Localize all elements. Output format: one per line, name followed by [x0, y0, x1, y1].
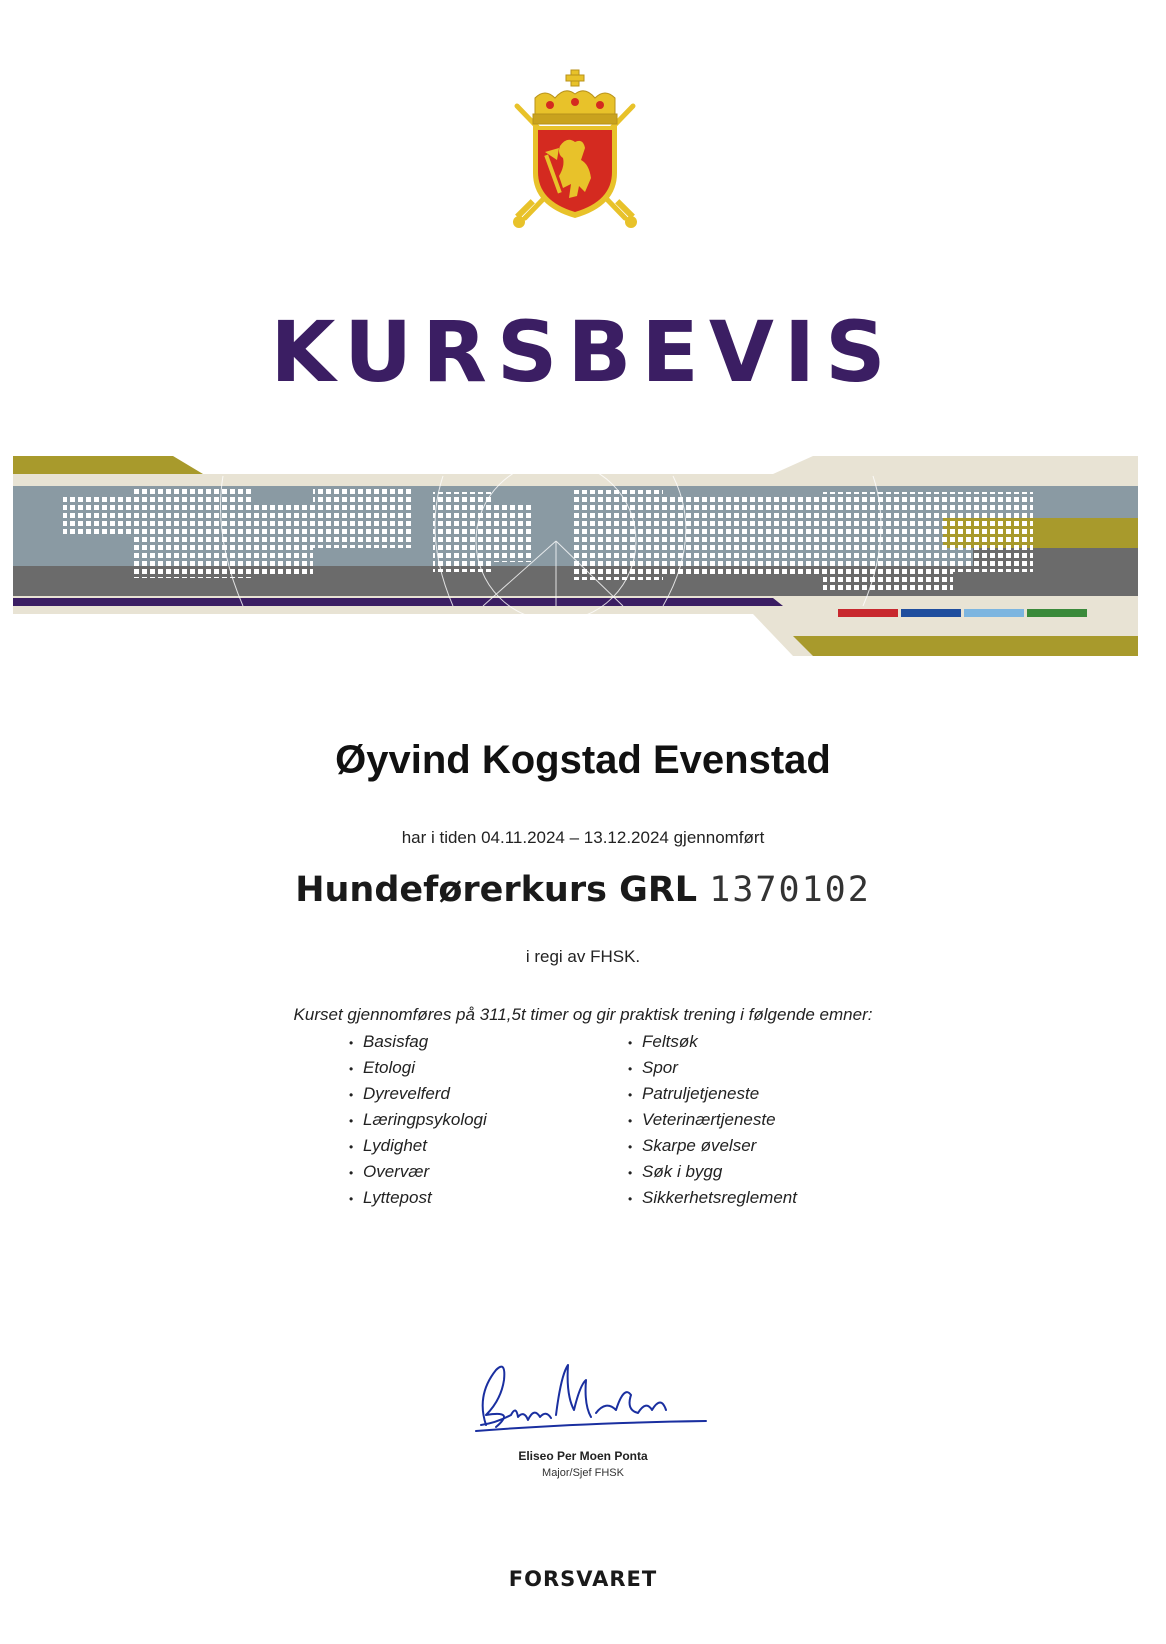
- signer-name: Eliseo Per Moen Ponta: [518, 1449, 648, 1463]
- armed-forces-crest-icon: [505, 68, 645, 236]
- topic-item: • Sikkerhetsreglement: [628, 1188, 797, 1207]
- course-period: har i tiden 04.11.2024 – 13.12.2024 gjennomført: [401, 828, 765, 847]
- topic-item: • Etologi: [349, 1058, 415, 1077]
- topic-item: • Basisfag: [349, 1032, 429, 1051]
- topic-item: • Søk i bygg: [628, 1162, 723, 1181]
- document-title: KURSBEVIS: [270, 303, 896, 401]
- topic-item: • Dyrevelferd: [349, 1084, 450, 1103]
- signer-title: Major/Sjef FHSK: [542, 1467, 624, 1479]
- topic-item: • Skarpe øvelser: [628, 1136, 757, 1155]
- world-map-banner: [13, 456, 1138, 691]
- course-number: 1370102: [709, 870, 871, 910]
- course-intro: Kurset gjennomføres på 311,5t timer og gir praktisk trening i følgende emner:: [293, 1005, 873, 1024]
- topic-item: • Lyttepost: [349, 1188, 432, 1207]
- topic-item: • Lydighet: [349, 1136, 427, 1155]
- topic-item: • Patruljetjeneste: [628, 1084, 760, 1103]
- topic-item: • Overvær: [349, 1162, 430, 1181]
- handwritten-signature: [456, 1355, 726, 1445]
- topics-right-list: [628, 1029, 797, 1211]
- course-organizer: i regi av FHSK.: [525, 947, 641, 966]
- topic-item: • Spor: [628, 1058, 678, 1077]
- topics-left-list: [349, 1029, 487, 1211]
- recipient-name: Øyvind Kogstad Evenstad: [335, 738, 831, 782]
- topic-item: • Veterinærtjeneste: [628, 1110, 776, 1129]
- course-title: [0, 870, 1166, 910]
- forsvaret-logo: FORSVARET: [508, 1567, 658, 1591]
- topic-item: • Læringpsykologi: [349, 1110, 487, 1129]
- topic-item: • Feltsøk: [628, 1032, 698, 1051]
- course-name: Hundeførerkurs GRL: [295, 870, 698, 910]
